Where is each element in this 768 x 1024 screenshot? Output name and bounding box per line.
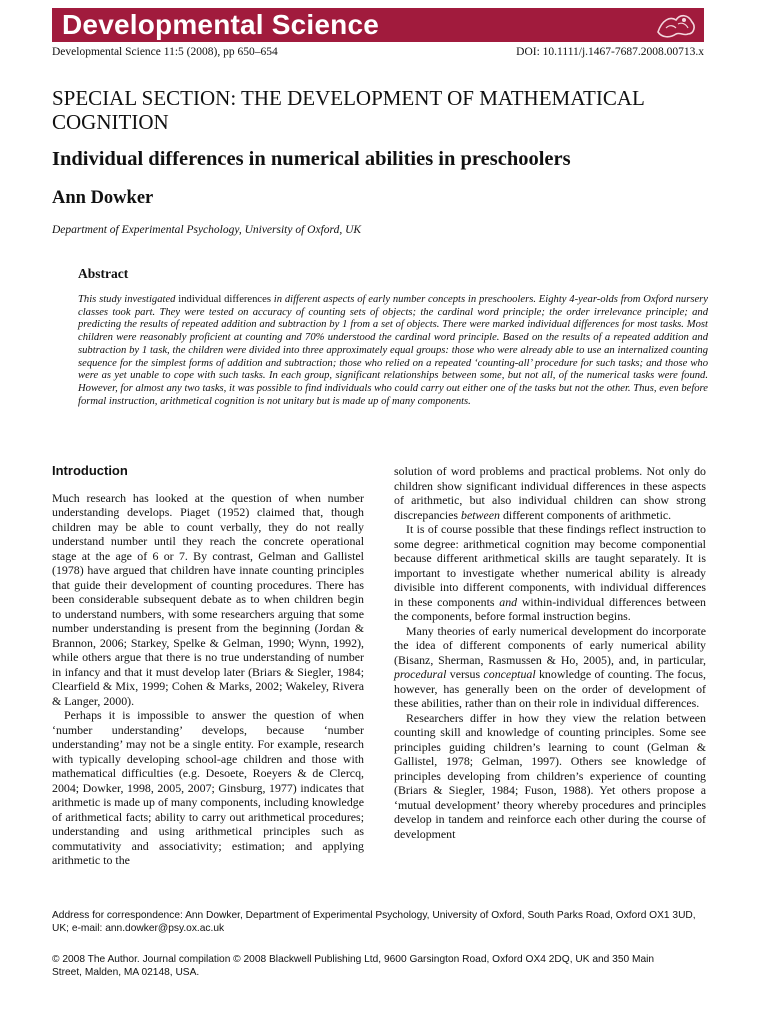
abstract-part: individual differences <box>178 294 271 305</box>
text-run: within-individual differences between the components, before formal instruction begins. <box>394 594 706 623</box>
left-column <box>52 464 364 868</box>
abstract-text <box>78 294 708 408</box>
abstract-heading: Abstract <box>78 266 129 281</box>
journal-title: Developmental Science <box>62 9 379 40</box>
paragraph: Much research has looked at the question of when number understanding develops. Piaget (1952) claimed that, though children may be able to count verbally, they do not really understand number until they reach the concrete operational stage at the age of 6 or 7. By contrast, Gelman and Gallistel (1978) have argued that children have innate counting principles that guide their development of counting procedures. There has been considerable subsequent debate as to when children begin to understand numbers, with some researchers arguing that some number understanding is present from the beginning (Jordan & Brannon, 2006; Starkey, Spelke & Gelman, 1990; Wynn, 1992), while others argue that there is no true understanding of number in infancy and that it must develop later (Briars & Siegler, 1984; Clearfield & Mix, 1999; Cohen & Marks, 2002; Wakeley, Rivera & Langer, 2000). <box>52 490 364 708</box>
right-column <box>394 464 706 841</box>
affiliation: Department of Experimental Psychology, University of Oxford, UK <box>52 224 362 236</box>
text-run: It is of course possible that these findings reflect instruction to some degree: arithmetical cognition may become componential because different arithmetical skills are taught separately. It is important to investigate whether numerical ability is already divisible into different components, with individual differences in these components <box>394 522 706 609</box>
text-run: and <box>499 594 518 609</box>
abstract-part: This study investigated <box>78 294 179 305</box>
text-run: knowledge of counting. The focus, however, has generally been on the order of development of these abilities, rather than on their role in individual differences. <box>394 667 706 710</box>
paragraph <box>394 624 706 711</box>
text-run: different components of arithmetic. <box>500 507 672 522</box>
introduction-heading: Introduction <box>52 463 128 478</box>
author: Ann Dowker <box>52 188 154 208</box>
text-run: Many theories of early numerical development do incorporate the idea of different components of early numerical ability (Bisanz, Sherman, Rasmussen & Ho, 2005), and, in particular, <box>394 623 706 667</box>
text-run: procedural <box>394 667 447 681</box>
text-run: between <box>461 507 500 522</box>
text-run: solution of word problems and practical problems. Not only do children show significant individual differences in these aspects of arithmetic, but also individual children can show strong discrepancies <box>394 464 706 522</box>
text-run: versus <box>446 667 484 681</box>
correspondence-footnote: Address for correspondence: Ann Dowker, Department of Experimental Psychology, University of Oxford, South Parks Road, Oxford OX1 3UD, UK; e-mail: ann.dowker@psy.ox.ac.uk <box>52 910 696 934</box>
paragraph: Researchers differ in how they view the relation between counting skill and knowledge of counting principles. Some see principles guiding children’s learning to count (Gelman & Gallistel, 1978; Gelman, 1997). Others see knowledge of principles developing from children’s experience of counting (Briars & Siegler, 1984; Fuson, 1988). Yet others propose a ‘mutual development’ theory whereby procedures and principles develop in tandem and reinforce each other during the course of development <box>394 710 706 841</box>
abstract-part: in different aspects of early number concepts in preschoolers. Eighty 4-year-olds from Oxford nursery classes took part. They were tested on accuracy of counting sets of objects; the cardinal word principle; the order irrelevance principle; and predicting the results of repeated addition and subtraction by 1 from a set of objects. There were marked individual differences for most tasks. Most children were reasonably proficient at counting and 70% understood the cardinal word principle. Based on the results of a repeated addition and subtraction by 1 task, the children were divided into three approximately equal groups: those who were already able to use an internalized counting sequence for the simplest forms of addition and subtraction; those who relied on a repeated ‘counting-all’ procedure for such tasks; and those who were as yet unable to cope with such tasks. In each group, significant relationships between some, but not all, of the numerical tasks were found. However, for almost any two tasks, it was possible to find individuals who could carry out either one of the tasks but not the other. Thus, even before formal instruction, arithmetical cognition is not unitary but is made up of many components. <box>78 294 709 407</box>
publisher-logo-icon <box>654 10 698 40</box>
section-heading: SPECIAL SECTION: THE DEVELOPMENT OF MATHEMATICAL COGNITION <box>52 86 645 134</box>
citation: Developmental Science 11:5 (2008), pp 650–654 <box>52 46 278 58</box>
paragraph: Perhaps it is impossible to answer the question of when ‘number understanding’ develops, because ‘number understanding’ may not be a single entity. For example, research with typically developing school-age children and those with mathematical difficulties (e.g. Desoete, Roeyers & de Clercq, 2004; Dowker, 1998, 2005, 2007; Ginsburg, 1977) indicates that arithmetic is made up of many components, including knowledge of arithmetical facts; ability to carry out arithmetical procedures; understanding and using arithmetical principles such as commutativity and associativity; estimation; and applying arithmetic to the <box>52 708 364 867</box>
copyright-notice: © 2008 The Author. Journal compilation © 2008 Blackwell Publishing Ltd, 9600 Garsington Road, Oxford OX4 2DQ, UK and 350 Main Street, Malden, MA 02148, USA. <box>52 954 655 978</box>
text-run: conceptual <box>483 667 536 681</box>
paragraph <box>394 464 706 522</box>
paragraph <box>394 522 706 624</box>
doi[interactable]: DOI: 10.1111/j.1467-7687.2008.00713.x <box>516 46 704 58</box>
journal-banner <box>52 8 704 42</box>
paper-title: Individual differences in numerical abilities in preschoolers <box>52 148 571 170</box>
